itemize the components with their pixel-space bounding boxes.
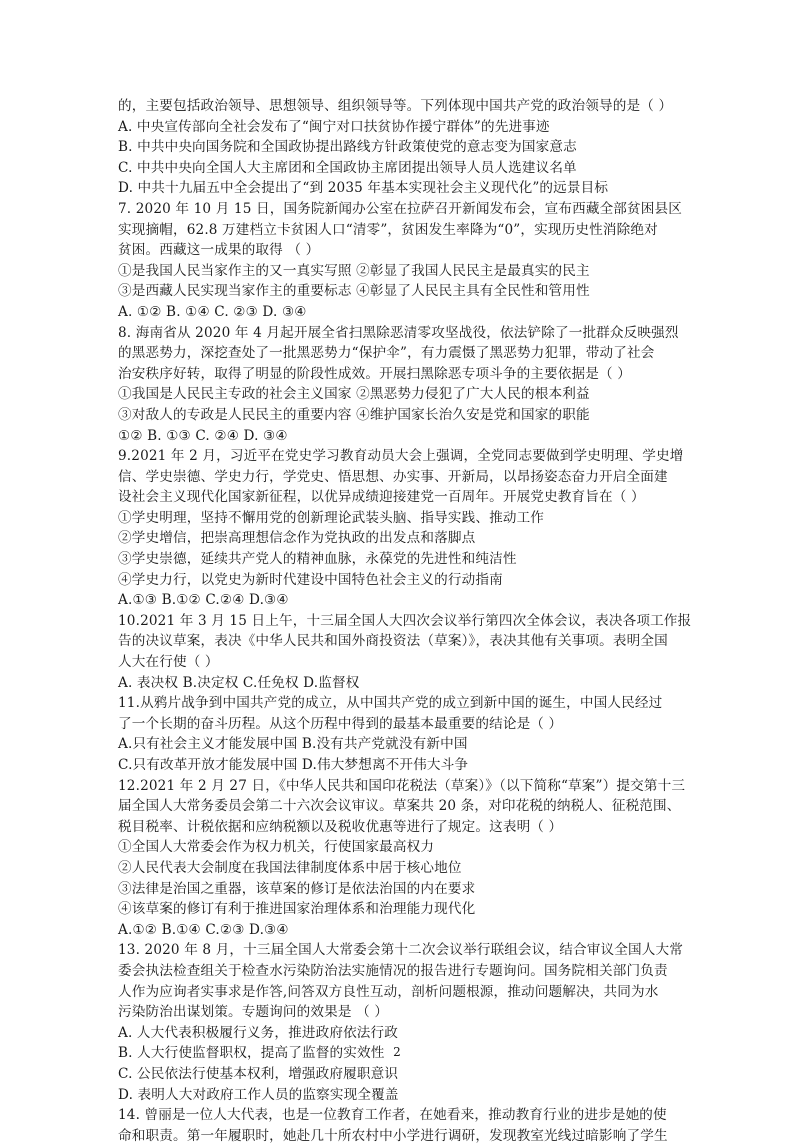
text-line: 7. 2020 年 10 月 15 日，国务院新闻办公室在拉萨召开新闻发布会，宣布西藏全部贫困县区 — [118, 200, 683, 217]
text-line: ①学史明理，坚持不懈用党的创新理论武装头脑、指导实践、推动工作 — [118, 509, 545, 526]
text-line: A. 表决权 B.决定权 C.任免权 D.监督权 — [118, 674, 360, 691]
text-line: D. 表明人大对政府工作人员的监察实现全覆盖 — [118, 1086, 399, 1103]
text-line: C. 公民依法行使基本权利，增强政府履职意识 — [118, 1065, 399, 1082]
text-line: 税目税率、计税依据和应纳税额以及税收优惠等进行了规定。这表明（ ） — [118, 818, 563, 835]
text-line: ④该草案的修订有利于推进国家治理体系和治理能力现代化 — [118, 901, 476, 918]
text-line: B. 中共中央向国务院和全国政协提出路线方针政策使党的意志变为国家意志 — [118, 139, 577, 156]
text-line: 12.2021 年 2 月 27 日，《中华人民共和国印花税法（草案）》（以下简称“草案”）提交第十三 — [118, 777, 686, 794]
text-line: 信、学史崇德、学史力行，学党史、悟思想、办实事、开新局，以昂扬姿态奋力开启全面建 — [118, 468, 668, 485]
text-line: 8. 海南省从 2020 年 4 月起开展全省扫黑除恶清零攻坚战役，依法铲除了一批群众反映强烈 — [118, 324, 679, 341]
text-line: C.只有改革开放才能发展中国 D.伟大梦想离不开伟大斗争 — [118, 757, 469, 773]
text-line: 污染防治出谋划策。专题询问的效果是 （ ） — [118, 1004, 389, 1021]
text-line: A.①③ B.①② C.②④ D.③④ — [118, 592, 289, 609]
text-line: 届全国人大常务委员会第二十六次会议审议。草案共 20 条，对印花税的纳税人、征税范围、 — [118, 798, 681, 815]
text-line: 委会执法检查组关于检查水污染防治法实施情况的报告进行专题询问。国务院相关部门负责 — [118, 962, 668, 979]
text-line: 14. 曾丽是一位人大代表，也是一位教育工作者，在她看来，推动教育行业的进步是她的使 — [118, 1107, 667, 1124]
text-line: 人大在行使（ ） — [118, 654, 219, 671]
text-line: A. 中央宣传部向全社会发布了“闽宁对口扶贫协作援宁群体”的先进事迹 — [118, 118, 550, 135]
text-line: A. ①② B. ①④ C. ②③ D. ③④ — [118, 303, 307, 320]
text-line: ①我国是人民民主专政的社会主义国家 ②黑恶势力侵犯了广大人民的根本利益 — [118, 386, 590, 403]
page-number: 2 — [393, 1045, 401, 1059]
text-line: A.只有社会主义才能发展中国 B.没有共产党就没有新中国 — [118, 736, 468, 753]
text-line: ①是我国人民当家作主的又一真实写照 ②彰显了我国人民民主是最真实的民主 — [118, 262, 590, 279]
text-line: 人作为应询者实事求是作答,问答双方良性互动，剖析问题根源，推动问题解决，共同为水 — [118, 983, 659, 1000]
text-line: ④学史力行，以党史为新时代建设中国特色社会主义的行动指南 — [118, 571, 503, 588]
text-line: A.①② B.①④ C.②③ D.③④ — [118, 921, 289, 938]
text-line: ③对敌人的专政是人民民主的重要内容 ④维护国家长治久安是党和国家的职能 — [118, 406, 590, 423]
text-line: 贫困。西藏这一成果的取得 （ ） — [118, 242, 320, 259]
text-line: ②学史增信，把崇高理想信念作为党执政的出发点和落脚点 — [118, 530, 476, 547]
text-line: 治安秩序好转，取得了明显的阶段性成效。开展扫黑除恶专项斗争的主要依据是（ ） — [118, 365, 631, 382]
text-line: 的，主要包括政治领导、思想领导、组织领导等。下列体现中国共产党的政治领导的是（ ） — [118, 98, 673, 114]
text-line: 9.2021 年 2 月，习近平在党史学习教育动员大会上强调，全党同志要做到学史明理、学史增 — [118, 448, 684, 465]
text-line: 10.2021 年 3 月 15 日上午，十三届全国人大四次会议举行第四次全体会议，表决各项工作报 — [118, 612, 692, 629]
text-line: 实现摘帽，62.8 万建档立卡贫困人口“清零”，贫困发生率降为“0”，实现历史性消除绝对 — [118, 221, 658, 238]
text-line: D. 中共十九届五中全会提出了“到 2035 年基本实现社会主义现代化”的远景目标 — [118, 180, 609, 197]
text-line: 的黑恶势力，深挖查处了一批黑恶势力“保护伞”，有力震慑了黑恶势力犯罪，带动了社会 — [118, 345, 655, 362]
text-line: ③是西藏人民实现当家作主的重要标志 ④彰显了人民民主具有全民性和管用性 — [118, 283, 590, 300]
text-line: 告的决议草案，表决《中华人民共和国外商投资法（草案）》，表决其他有关事项。表明全国 — [118, 633, 668, 650]
text-line: B. 人大行使监督职权，提高了监督的实效性 — [118, 1045, 385, 1062]
text-line: 了一个长期的奋斗历程。从这个历程中得到的最基本最重要的结论是（ ） — [118, 715, 563, 732]
text-line: 11.从鸦片战争到中国共产党的成立，从中国共产党的成立到新中国的诞生，中国人民经过 — [118, 695, 663, 712]
text-line: ①② B. ①③ C. ②④ D. ③④ — [118, 427, 288, 444]
text-line: 13. 2020 年 8 月，十三届全国人大常委会第十二次会议举行联组会议，结合审议全国人大常 — [118, 942, 683, 959]
text-line: ③学史崇德，延续共产党人的精神血脉，永葆党的先进性和纯洁性 — [118, 551, 517, 568]
text-line: ①全国人大常委会作为权力机关，行使国家最高权力 — [118, 839, 435, 856]
text-line: ②人民代表大会制度在我国法律制度体系中居于核心地位 — [118, 859, 462, 876]
text-line: A. 人大代表积极履行义务，推进政府依法行政 — [118, 1024, 399, 1041]
text-line: C. 中共中央向全国人大主席团和全国政协主席团提出领导人员人选建议名单 — [118, 159, 577, 176]
text-line: 设社会主义现代化国家新征程，以优异成绩迎接建党一百周年。开展党史教育旨在（ ） — [118, 489, 645, 506]
question-text-block — [118, 96, 692, 1146]
text-line: ③法律是治国之重器，该草案的修订是依法治国的内在要求 — [118, 880, 476, 897]
text-line: 命和职责。第一年履职时，她赴几十所农村中小学进行调研，发现教室光线过暗影响了学生 — [118, 1127, 668, 1144]
